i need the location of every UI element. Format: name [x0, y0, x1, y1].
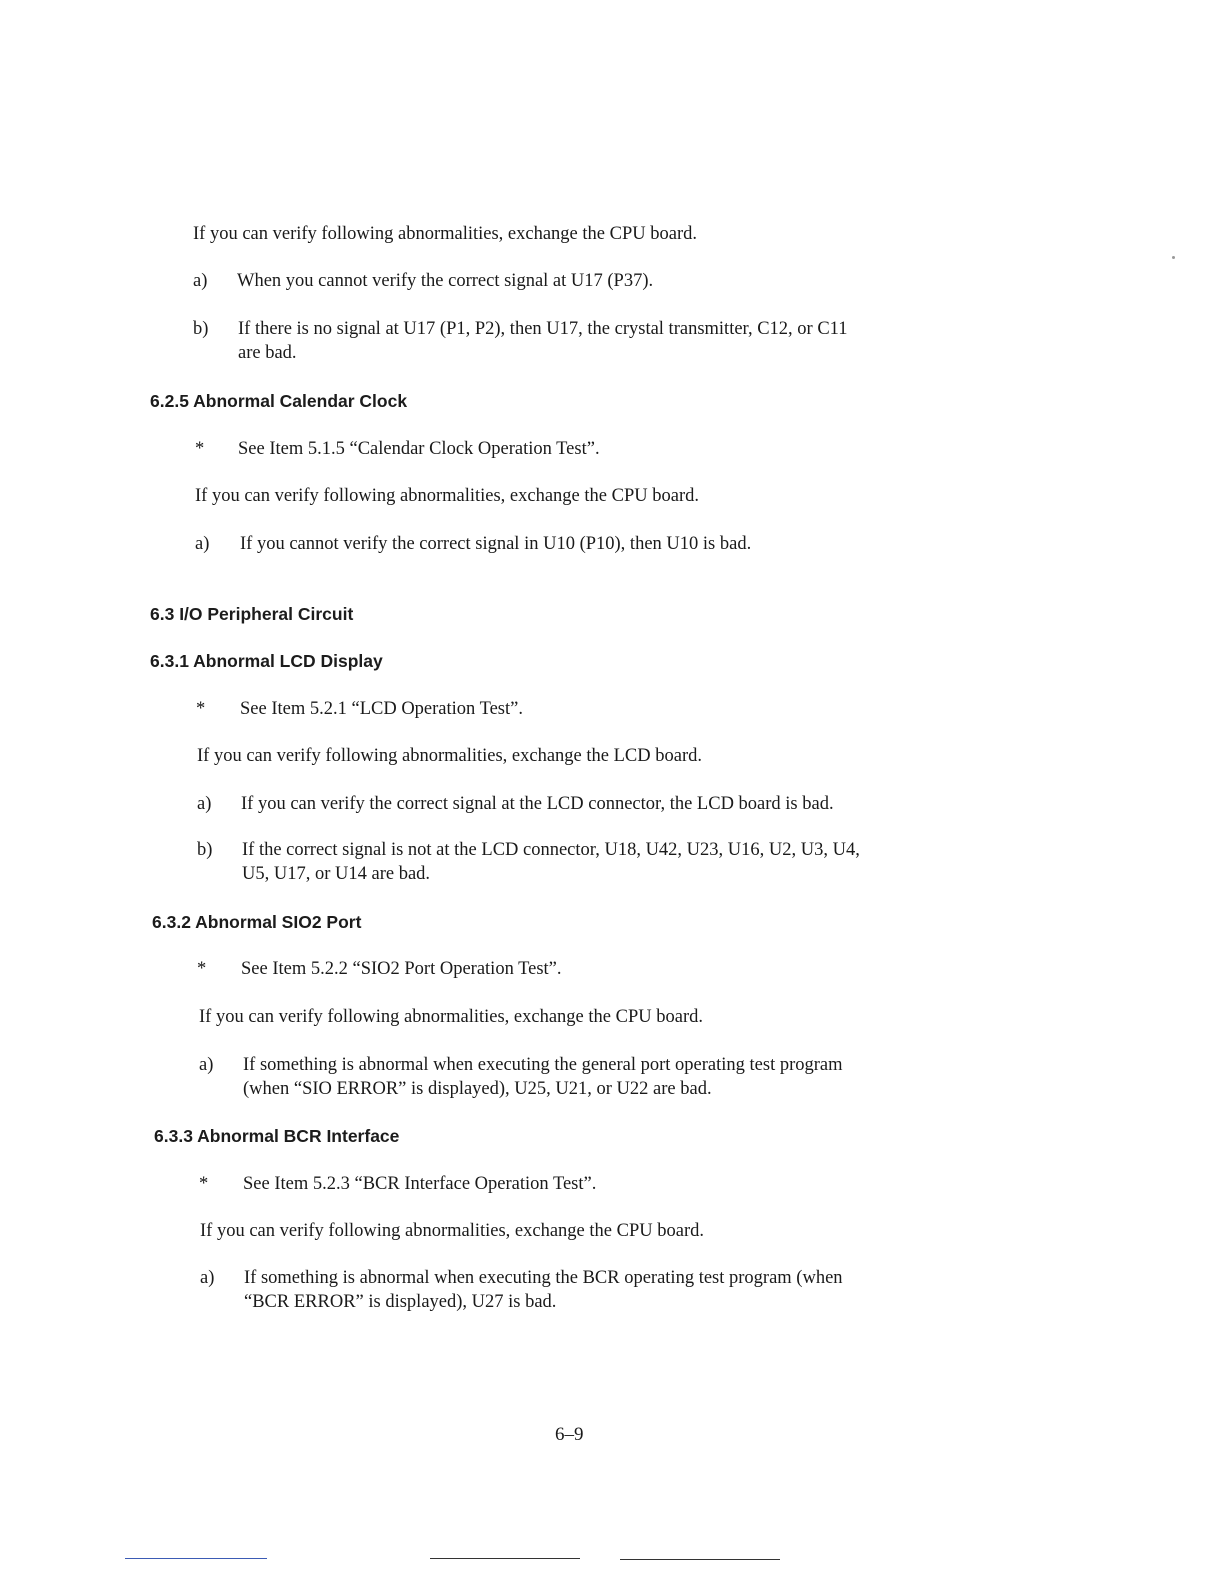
- list-item-text-continued: U5, U17, or U14 are bad.: [242, 864, 431, 884]
- see-item-reference: See Item 5.2.2 “SIO2 Port Operation Test”.: [241, 959, 562, 979]
- list-marker: b): [197, 840, 213, 860]
- list-marker: a): [193, 271, 208, 291]
- intro-paragraph: If you can verify following abnormalities, exchange the CPU board.: [199, 1007, 703, 1027]
- list-marker: b): [193, 319, 209, 339]
- list-item-text: If there is no signal at U17 (P1, P2), then U17, the crystal transmitter, C12, or C11: [238, 319, 848, 339]
- bullet-marker: *: [199, 1174, 209, 1194]
- list-item-text: If something is abnormal when executing the BCR operating test program (when: [244, 1268, 843, 1288]
- section-heading: 6.3 I/O Peripheral Circuit: [150, 604, 354, 624]
- list-marker: a): [195, 534, 210, 554]
- list-item-text-continued: “BCR ERROR” is displayed), U27 is bad.: [244, 1292, 557, 1312]
- bullet-marker: *: [195, 439, 205, 459]
- scan-speck: [1172, 256, 1175, 259]
- intro-paragraph: If you can verify following abnormalities, exchange the CPU board.: [195, 486, 699, 506]
- list-item-text: If you can verify the correct signal at the LCD connector, the LCD board is bad.: [241, 794, 834, 814]
- see-item-reference: See Item 5.2.1 “LCD Operation Test”.: [240, 699, 523, 719]
- list-marker: a): [200, 1268, 215, 1288]
- scan-edge-line: [430, 1558, 580, 1559]
- see-item-reference: See Item 5.2.3 “BCR Interface Operation Test”.: [243, 1174, 597, 1194]
- bullet-marker: *: [197, 959, 207, 979]
- list-item-text: If the correct signal is not at the LCD connector, U18, U42, U23, U16, U2, U3, U4,: [242, 840, 860, 860]
- see-item-reference: See Item 5.1.5 “Calendar Clock Operation Test”.: [238, 439, 600, 459]
- list-marker: a): [197, 794, 212, 814]
- page-number: 6–9: [555, 1424, 584, 1445]
- list-marker: a): [199, 1055, 214, 1075]
- list-item-text: If something is abnormal when executing the general port operating test program: [243, 1055, 843, 1075]
- list-item-text-continued: (when “SIO ERROR” is displayed), U25, U21, or U22 are bad.: [243, 1079, 712, 1099]
- bullet-marker: *: [196, 699, 206, 719]
- list-item-text: If you cannot verify the correct signal in U10 (P10), then U10 is bad.: [240, 534, 752, 554]
- intro-paragraph: If you can verify following abnormalities, exchange the LCD board.: [197, 746, 702, 766]
- section-heading: 6.3.2 Abnormal SIO2 Port: [152, 912, 362, 932]
- scan-edge-line: [125, 1558, 267, 1559]
- section-heading: 6.3.1 Abnormal LCD Display: [150, 651, 383, 671]
- list-item-text-continued: are bad.: [238, 343, 297, 363]
- section-heading: 6.3.3 Abnormal BCR Interface: [154, 1126, 400, 1146]
- list-item-text: When you cannot verify the correct signal at U17 (P37).: [237, 271, 654, 291]
- scan-edge-line: [620, 1559, 780, 1560]
- intro-paragraph: If you can verify following abnormalities, exchange the CPU board.: [200, 1221, 704, 1241]
- intro-paragraph: If you can verify following abnormalities, exchange the CPU board.: [193, 224, 697, 244]
- section-heading: 6.2.5 Abnormal Calendar Clock: [150, 391, 408, 411]
